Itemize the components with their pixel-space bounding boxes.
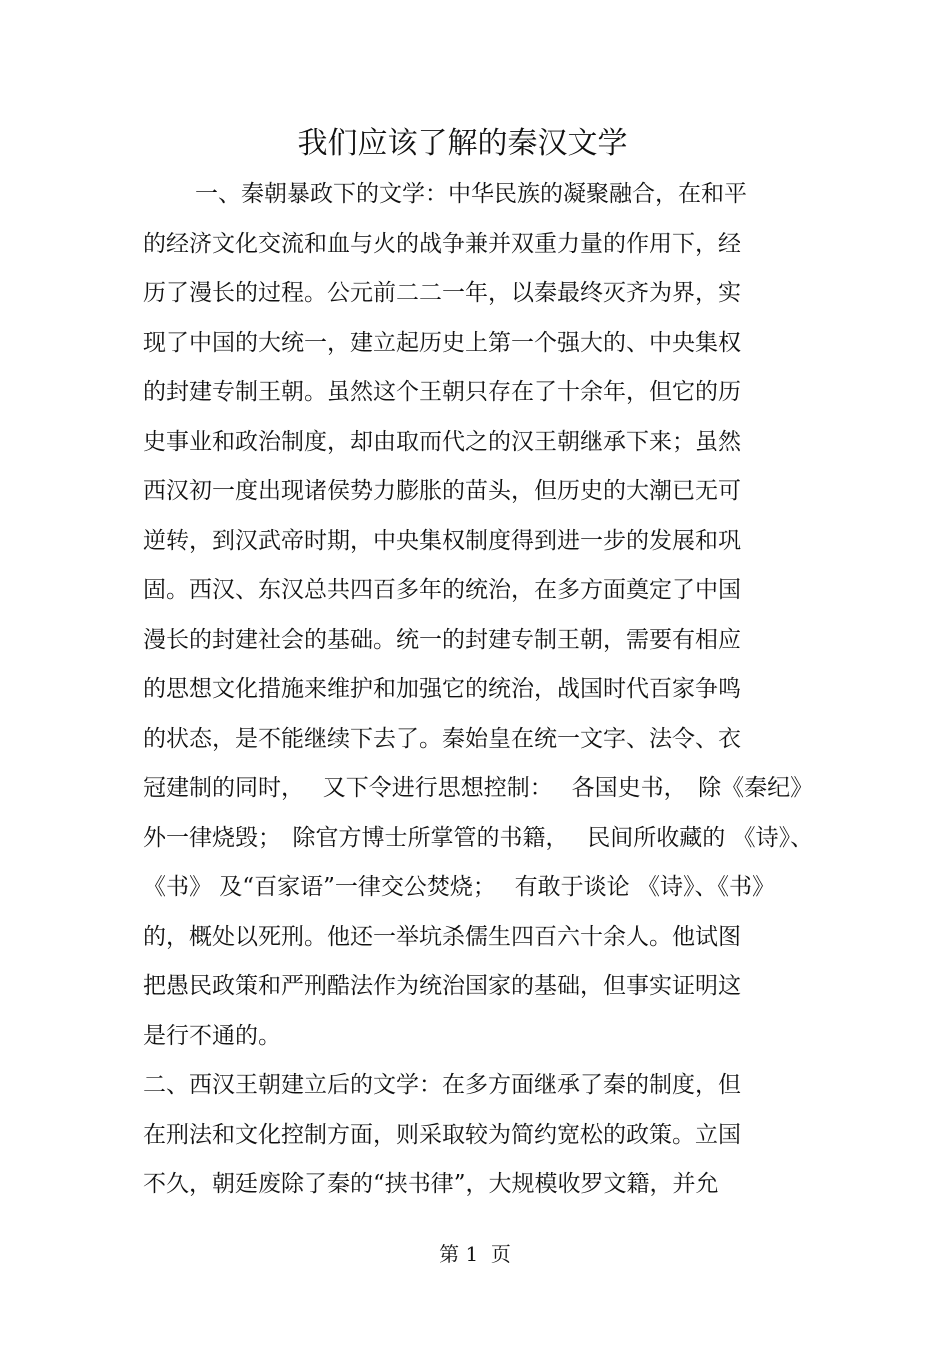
body-text: [143, 176, 823, 1216]
text-line: 外一律烧毁； 除官方博士所掌管的书籍， 民间所收藏的 《诗》、: [143, 824, 814, 851]
text-line: 固。西汉、东汉总共四百多年的统治，在多方面奠定了中国: [143, 577, 741, 603]
text-line: 的思想文化措施来维护和加强它的统治，战国时代百家争鸣: [143, 676, 741, 702]
text-line: 二、西汉王朝建立后的文学：在多方面继承了秦的制度，但: [143, 1072, 741, 1098]
text-line: 把愚民政策和严刑酷法作为统治国家的基础，但事实证明这: [143, 973, 741, 999]
text-line: 《书》 及“百家语”一律交公焚烧； 有敢于谈论 《诗》、《书》: [143, 874, 775, 900]
text-line: 漫长的封建社会的基础。统一的封建专制王朝，需要有相应: [143, 626, 741, 653]
text-line: 西汉初一度出现诸侯势力膨胀的苗头，但历史的大潮已无可: [143, 478, 741, 504]
document-title: 我们应该了解的秦汉文学: [297, 126, 628, 161]
text-line: 一、秦朝暴政下的文学：中华民族的凝聚融合，在和平: [195, 181, 747, 207]
text-line: 逆转，到汉武帝时期，中央集权制度得到进一步的发展和巩: [143, 527, 741, 554]
text-line: 在刑法和文化控制方面，则采取较为简约宽松的政策。立国: [143, 1121, 741, 1148]
text-line: 的，概处以死刑。他还一举坑杀儒生四百六十余人。他试图: [143, 923, 741, 950]
text-line: 不久，朝廷废除了秦的“挟书律”，大规模收罗文籍，并允: [143, 1171, 719, 1197]
text-line: 的经济文化交流和血与火的战争兼并双重力量的作用下，经: [143, 230, 741, 257]
text-line: 史事业和政治制度，却由取而代之的汉王朝继承下来；虽然: [143, 428, 741, 455]
text-line: 现了中国的大统一，建立起历史上第一个强大的、中央集权: [143, 329, 741, 356]
text-line: 是行不通的。: [143, 1022, 281, 1049]
text-line: 历了漫长的过程。公元前二二一年，以秦最终灭齐为界，实: [143, 280, 741, 306]
page-number: 第 1 页: [439, 1242, 511, 1266]
text-line: 的状态，是不能继续下去了。秦始皇在统一文字、法令、衣: [143, 725, 741, 752]
text-line: 冠建制的同时， 又下令进行思想控制： 各国史书， 除《秦纪》: [143, 775, 814, 801]
text-line: 的封建专制王朝。虽然这个王朝只存在了十余年，但它的历: [143, 379, 741, 405]
